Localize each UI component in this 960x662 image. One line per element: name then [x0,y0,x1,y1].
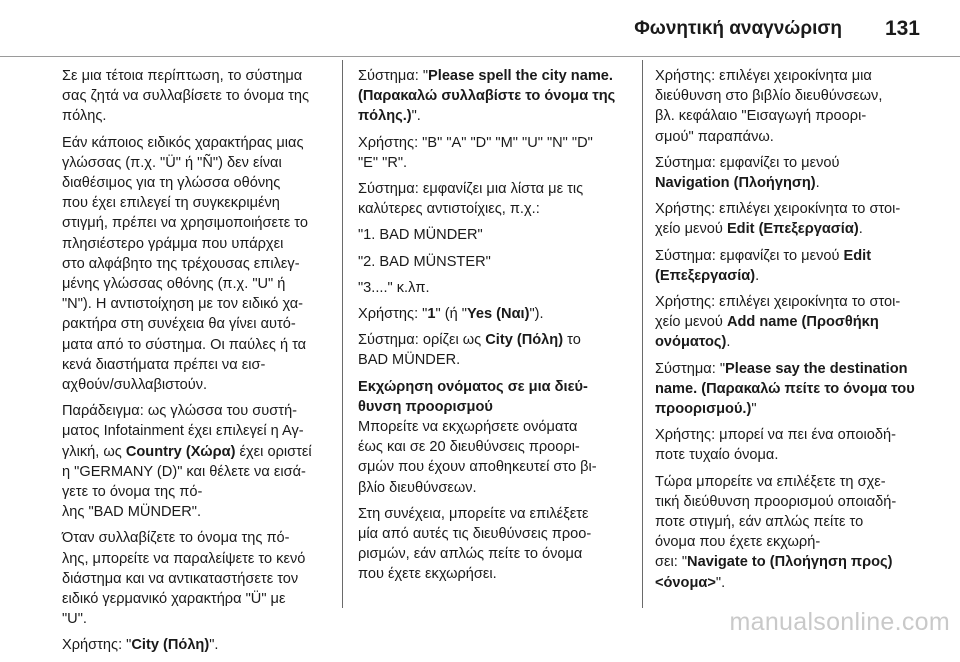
paragraph: Τώρα μπορείτε να επιλέξετε τη σχε- τική διεύθυνση προορισμού οποιαδή- ποτε στιγμή, εάν απλώς πείτε το όνομα που έχετε εκχωρή- σει: "Navigate to (Πλοήγηση προς) <όνομα>". [655,473,897,591]
list-item: "3...." κ.λπ. [358,279,430,296]
paragraph: Χρήστης: "B" "A" "D" "M" "U" "N" "D" "E" "R". [358,134,593,171]
paragraph: Χρήστης: επιλέγει χειροκίνητα το στοι- χείο μενού Add name (Προσθήκη ονόματος). [655,294,901,351]
paragraph: Εάν κάποιος ειδικός χαρακτήρας μιας γλώσσας (π.χ. "Ü" ή "Ñ") δεν είναι διαθέσιμος για τη γλώσσα οθόνης που έχει επιλεγεί τη συγκεκριμένη στιγμή, πρέπει να χρησιμοποιήσετε το πλησιέστερο γράμμα που υπάρχει στο αλφάβητο της τρέχουσας επιλεγ- μένης γλώσσας οθόνης (π.χ. "U" ή "N"). Η αντιστοίχηση με τον ειδικό χα- ρακτήρα στη συνέχεια θα γίνει αυτό- ματα από το σύστημα. Οι παύλες ή τα κενά διαστήματα πρέπει να εισ- αχθούν/συλλαβιστούν. [62,134,308,394]
list-item: "1. BAD MÜNDER" [358,227,483,244]
system-prompt: Please spell the city name. [428,68,613,84]
column-1 [62,66,328,662]
menu-term: Country (Χώρα) [125,443,236,460]
paragraph: Σύστημα: "Please spell the city name. (Παρακαλώ συλλαβίστε το όνομα της πόλης.)". [358,68,616,125]
paragraph: Μπορείτε να εκχωρήσετε ονόματα έως και σε 20 διευθύνσεις προορι- σμών που έχουν αποθηκευτεί στο βι- βλίο διευθύνσεων. [358,419,597,496]
paragraph: Σύστημα: εμφανίζει μια λίστα με τις καλύτερες αντιστοίχιες, π.χ.: [358,181,584,218]
paragraph: Χρήστης: επιλέγει χειροκίνητα το στοι- χείο μενού Edit (Επεξεργασία). [655,201,901,238]
column-2 [358,66,628,591]
paragraph: Σύστημα: ορίζει ως City (Πόλη) το BAD MÜNDER. [358,332,581,369]
paragraph: Χρήστης: μπορεί να πει ένα οποιοδή- ποτε τυχαίο όνομα. [655,427,896,464]
paragraph: Σύστημα: εμφανίζει το μενού Edit (Επεξεργασία). [655,247,872,284]
page-header [0,0,960,58]
page-title: Φωνητική αναγνώριση [634,18,842,39]
system-prompt: Please say the destination [725,360,908,377]
paragraph: Χρήστης: "City (Πόλη)". [62,637,219,654]
paragraph: Χρήστης: "1" (ή "Yes (Ναι)"). [358,306,544,323]
paragraph: Σε μια τέτοια περίπτωση, το σύστημα σας ζητά να συλλαβίσετε το όνομα της πόλης. [62,68,310,125]
column-divider-2 [642,60,643,608]
menu-term: Navigation (Πλοήγηση) [655,175,816,192]
voice-command: City (Πόλη) [131,637,210,654]
paragraph: Παράδειγμα: ως γλώσσα του συστή- ματος Infotainment έχει επιλεγεί η Αγ- γλική, ως Country (Χώρα) έχει οριστεί η "GERMANY (D)" και θέλετε να εισά- γετε το όνομα της πό- λης "BAD MÜNDER". [62,403,312,521]
column-3 [655,66,927,599]
header-divider [0,56,960,57]
column-divider-1 [342,60,343,608]
paragraph: Σύστημα: εμφανίζει το μενού Navigation (Πλοήγηση). [655,154,840,192]
paragraph: Σύστημα: "Please say the destination name. (Παρακαλώ πείτε το όνομα του προορισμού.)" [655,360,915,418]
page-number: 131 [884,17,920,40]
list-item: "2. BAD MÜNSTER" [358,253,491,270]
paragraph: Στη συνέχεια, μπορείτε να επιλέξετε μία από αυτές τις διευθύνσεις προο- ρισμών, εάν απλώς πείτε το όνομα που έχετε εκχωρήσει. [358,505,592,583]
paragraph: Όταν συλλαβίζετε το όνομα της πό- λης, μπορείτε να παραλείψετε το κενό διάστημα και να αντικαταστήσετε τον ειδικό γερμανικό χαρακτήρα "Ü" με "U". [62,530,306,628]
section-heading: Εκχώρηση ονόματος σε μια διεύ- θυνση προορισμού [358,378,588,415]
menu-term: Edit (Επεξεργασία) [726,221,859,238]
voice-command: Navigate to (Πλοήγηση προς) [687,554,893,571]
watermark: manualsonline.com [729,608,950,636]
paragraph: Χρήστης: επιλέγει χειροκίνητα μια διεύθυνση στο βιβλίο διευθύνσεων, βλ. κεφάλαιο "Εισαγωγή προορι- σμού" παραπάνω. [655,68,883,145]
